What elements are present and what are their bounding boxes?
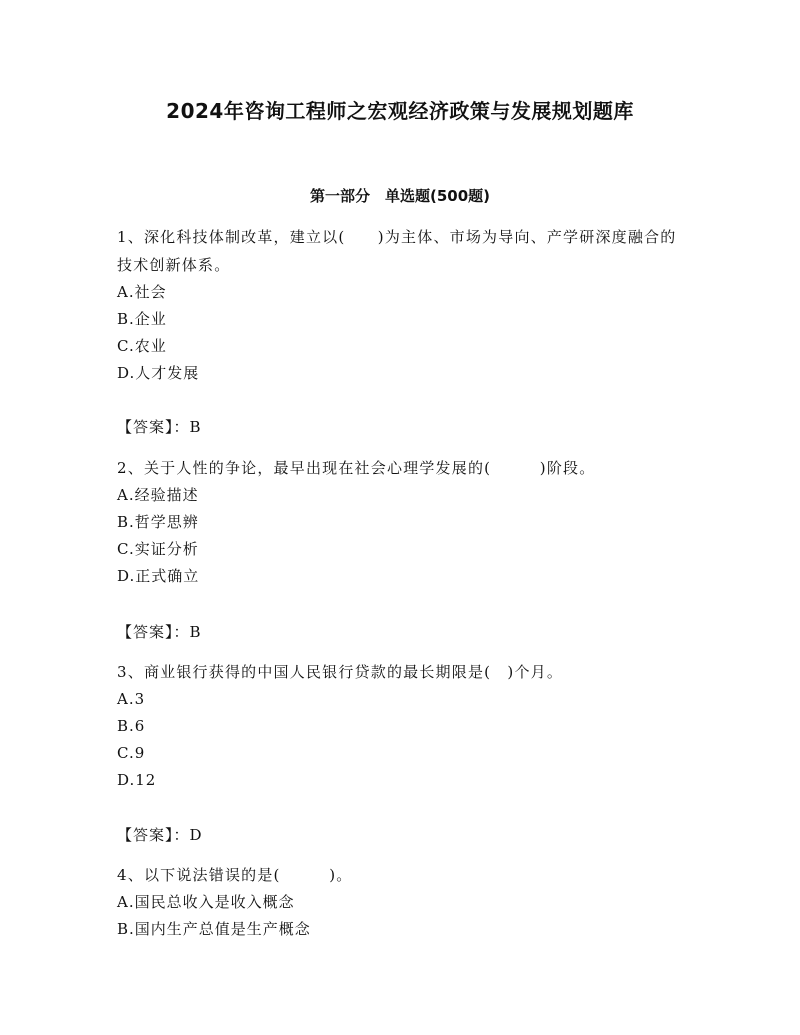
question-2-option-c: C.实证分析: [117, 540, 199, 558]
question-1-option-b: B.企业: [117, 310, 167, 328]
question-3-answer: 【答案】：D: [117, 826, 203, 844]
question-3-option-c: C.9: [117, 744, 146, 762]
question-2-answer: 【答案】：B: [117, 623, 202, 641]
question-1-text: 1、深化科技体制改革，建立以( )为主体、市场为导向、产学研深度融合的技术创新体系。: [117, 228, 677, 274]
question-2-option-d: D.正式确立: [117, 567, 200, 585]
question-2-option-a: A.经验描述: [117, 486, 199, 504]
question-1-option-a: A.社会: [117, 283, 167, 301]
section-title: 第一部分 单选题(500题): [309, 187, 491, 205]
question-3-text: 3、商业银行获得的中国人民银行贷款的最长期限是( )个月。: [117, 663, 564, 681]
question-3-option-b: B.6: [117, 717, 146, 735]
question-3-option-a: A.3: [117, 690, 146, 708]
question-3-option-d: D.12: [117, 771, 157, 789]
question-4-text: 4、以下说法错误的是( )。: [117, 866, 353, 884]
question-1-answer: 【答案】：B: [117, 418, 202, 436]
question-2-option-b: B.哲学思辨: [117, 513, 199, 531]
question-1-option-d: D.人才发展: [117, 364, 200, 382]
question-4-option-b: B.国内生产总值是生产概念: [117, 920, 311, 938]
question-4-option-a: A.国民总收入是收入概念: [117, 893, 295, 911]
question-1-option-c: C.农业: [117, 337, 167, 355]
page-title: 2024年咨询工程师之宏观经济政策与发展规划题库: [166, 99, 634, 123]
question-2-text: 2、关于人性的争论，最早出现在社会心理学发展的( )阶段。: [117, 459, 596, 477]
